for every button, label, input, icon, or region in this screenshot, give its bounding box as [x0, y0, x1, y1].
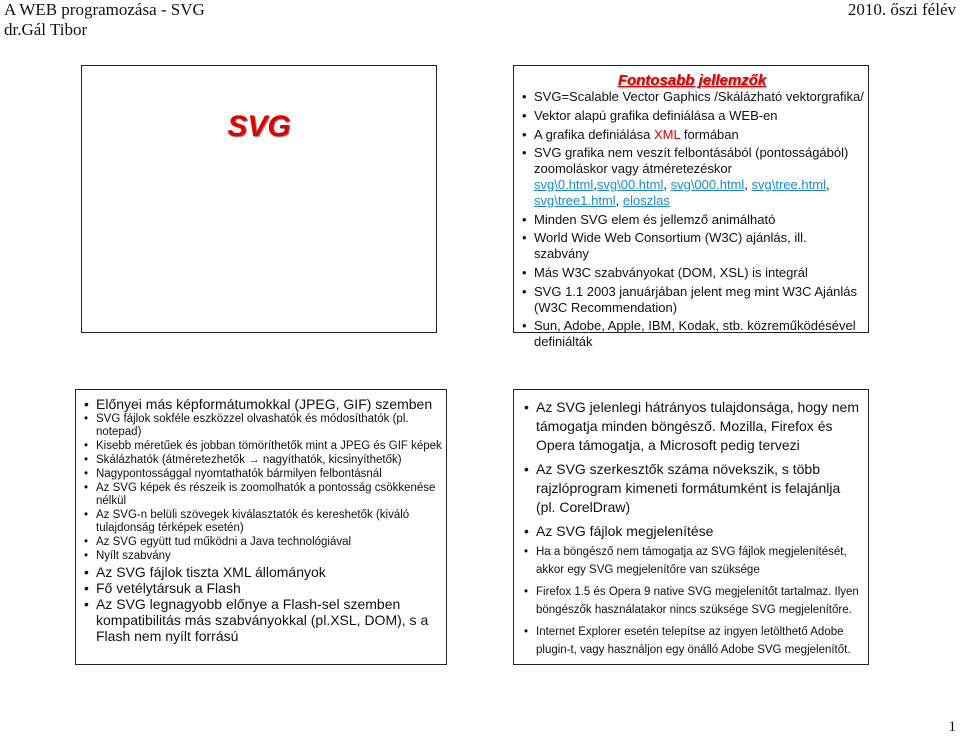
- list-item: • Előnyei más képformátumokkal (JPEG, GIF) szemben • SVG fájlok sokféle eszközzel olvashatók és módosíthatók (pl. notepad) • Kisebb méretűek és jobban tömöríthetők mint a JPEG és GIF képek • Skálázhatók (átméretezhetők → nagyíthatók, kicsinyíthetők) • Nagypontossággal nyomtathatók bármilyen felbontásnál • Az SVG képek és részeik is zoomolhatók a pontosság csökkenése nélkül • Az SVG-n belüli szövegek kiválasztatók és kereshetők (kiváló tulajdonság térképek esetén) • Az SVG együtt tud működni a Java technológiával • Nyílt szabvány: [82, 396, 442, 563]
- list-item: • Sun, Adobe, Apple, IBM, Kodak, stb. közreműködésével definiálták: [520, 318, 864, 350]
- header-left: [4, 0, 205, 40]
- slide-1: [81, 65, 437, 333]
- list-item: • A grafika definiálása XML formában: [520, 127, 864, 143]
- list-item: • Az SVG fájlok megjelenítése • Ha a böngésző nem támogatja az SVG fájlok megjelenítését, akkor egy SVG megjelenítőre van szüksége • Firefox 1.5 és Opera 9 native SVG megjelenítőt tartalmaz. Ilyen böngészők használatakor nincs szüksége SVG megjelenítőre. • Internet Explorer esetén telepítse az ingyen letölthető Adobe plugin-t, vagy használjon egy önálló Adobe SVG megjelenítőt.: [522, 522, 862, 659]
- slide-4: [513, 389, 869, 665]
- semester: 2010. őszi félév: [847, 0, 956, 19]
- arrow-icon: →: [248, 454, 260, 466]
- slide-2-title: Fontosabb jellemzők: [617, 72, 767, 89]
- list-item: • Az SVG legnagyobb előnye a Flash-sel szemben kompatibilitás más szabványokkal (pl.XSL, DOM), s a Flash nem nyílt forrású: [82, 596, 442, 644]
- list-item: • Az SVG fájlok tiszta XML állományok: [82, 564, 442, 580]
- sub-item: • Skálázhatók (átméretezhetők → nagyíthatók, kicsinyíthetők): [82, 454, 442, 467]
- display-sublist: [522, 543, 862, 659]
- sub-item: • Nyílt szabvány: [82, 550, 442, 563]
- list-item: • Minden SVG elem és jellemző animálható: [520, 212, 864, 228]
- link-svg00[interactable]: svg\00.html: [596, 176, 664, 192]
- page-number: 1: [948, 719, 956, 735]
- xml-highlight: XML: [653, 126, 681, 142]
- link-eloszlas[interactable]: eloszlas: [622, 192, 670, 208]
- list-item: • SVG 1.1 2003 januárjában jelent meg mint W3C Ajánlás (W3C Recommendation): [520, 284, 864, 316]
- author: dr.Gál Tibor: [4, 20, 88, 39]
- list-item: • Az SVG jelenlegi hátrányos tulajdonsága, hogy nem támogatja minden böngésző. Mozilla, Firefox és Opera támogatja, a Microsoft pedig tervezi: [522, 398, 862, 455]
- list-item: • SVG=Scalable Vector Gaphics /Skálázható vektorgrafika/: [520, 89, 864, 105]
- feature-list: [520, 89, 864, 350]
- list-item: • Vektor alapú grafika definiálása a WEB-en: [520, 108, 864, 124]
- slide-2: [513, 65, 869, 350]
- sub-item: • Az SVG képek és részeik is zoomolhatók a pontosság csökkenése nélkül: [82, 482, 442, 508]
- sub-item: • SVG fájlok sokféle eszközzel olvashatók és módosíthatók (pl. notepad): [82, 413, 442, 439]
- link-tree[interactable]: svg\tree.html: [751, 176, 826, 192]
- sub-item: • Nagypontossággal nyomtathatók bármilyen felbontásnál: [82, 468, 442, 481]
- link-tree1[interactable]: svg\tree1.html: [534, 192, 616, 208]
- link-svg000[interactable]: svg\000.html: [670, 176, 745, 192]
- sub-item: • Firefox 1.5 és Opera 9 native SVG megjelenítőt tartalmaz. Ilyen böngészők használatakor nincs szüksége SVG megjelenítőre.: [522, 583, 862, 619]
- list-item: • Más W3C szabványokat (DOM, XSL) is integrál: [520, 265, 864, 281]
- slide-1-title: SVG: [227, 110, 291, 143]
- link-svg0[interactable]: svg\0.html: [534, 176, 594, 192]
- sub-item: • Internet Explorer esetén telepítse az ingyen letölthető Adobe plugin-t, vagy használjon egy önálló Adobe SVG megjelenítőt.: [522, 623, 862, 659]
- list-item: • Az SVG szerkesztők száma növekszik, s több rajzlóprogram kimeneti formátumként is felajánlja (pl. CorelDraw): [522, 460, 862, 517]
- advantages-sublist: [82, 413, 442, 563]
- list-item: • Fő vetélytársuk a Flash: [82, 580, 442, 596]
- slide-3: [75, 389, 447, 665]
- sub-item: • Az SVG-n belüli szövegek kiválasztatók és kereshetők (kiváló tulajdonság térképek esetén): [82, 509, 442, 535]
- list-item: • SVG grafika nem veszít felbontásából (pontosságából) zoomoláskor vagy átméretezéskor svg\0.html,svg\00.html, svg\000.html, svg\tree.html, svg\tree1.html, eloszlas: [520, 145, 864, 208]
- disadvantages-list: [522, 398, 862, 659]
- doc-title: A WEB programozása - SVG: [4, 0, 205, 19]
- sub-item: • Ha a böngésző nem támogatja az SVG fájlok megjelenítését, akkor egy SVG megjelenítőre van szüksége: [522, 543, 862, 579]
- sub-item: • Kisebb méretűek és jobban tömöríthetők mint a JPEG és GIF képek: [82, 440, 442, 453]
- sub-item: • Az SVG együtt tud működni a Java technológiával: [82, 536, 442, 549]
- list-item: • World Wide Web Consortium (W3C) ajánlás, ill. szabvány: [520, 230, 864, 262]
- advantages-list: [82, 396, 442, 644]
